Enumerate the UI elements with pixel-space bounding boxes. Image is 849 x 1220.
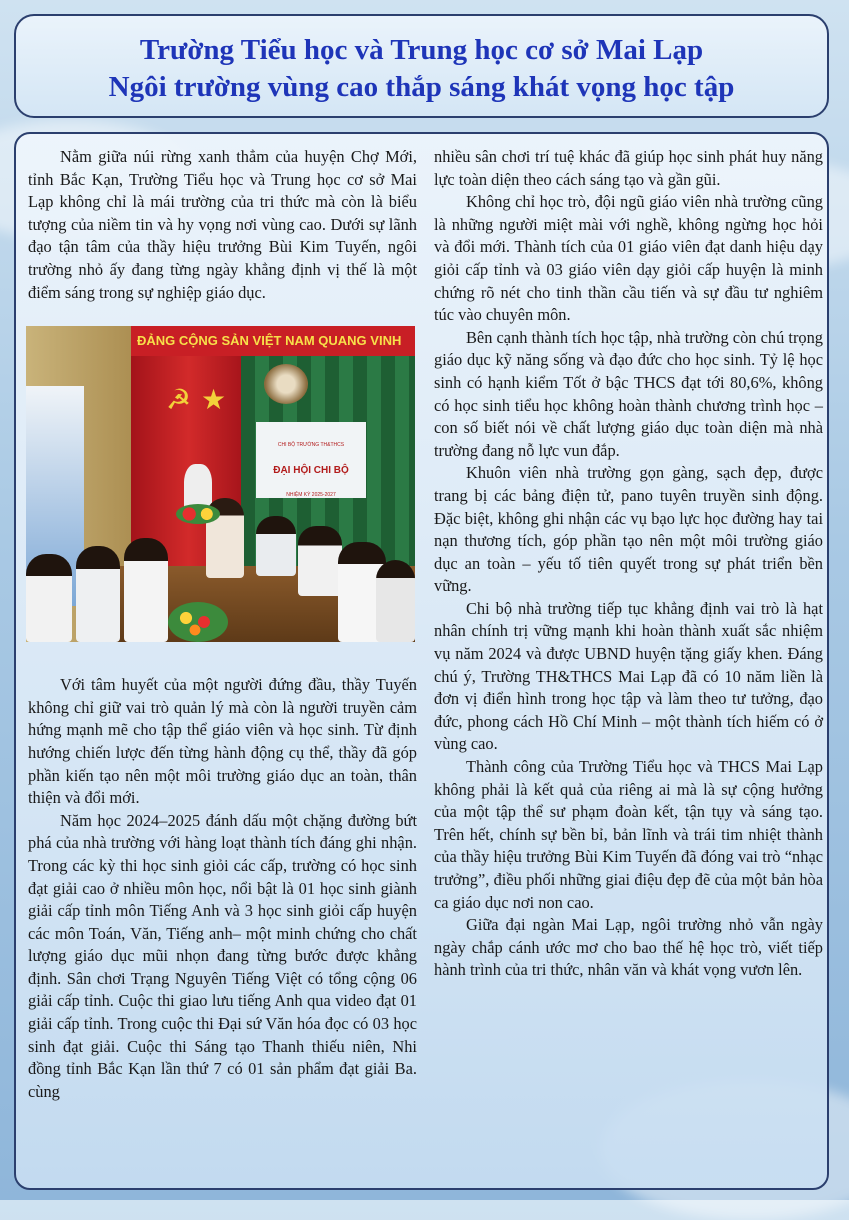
paragraph: Nằm giữa núi rừng xanh thẳm của huyện Chợ Mới, tỉnh Bắc Kạn, Trường Tiểu học và Trung học cơ sở Mai Lạp không chỉ là mái trường của tri thức mà còn là biểu tượng của niềm tin và hy vọng nơi vùng cao. Dưới sự lãnh đạo tận tâm của thầy hiệu trưởng Bùi Kim Tuyến, ngôi trường nhỏ ấy đang từng ngày khẳng định vị thế là một điểm sáng trong sự nghiệp giáo dục. <box>28 147 417 302</box>
article-body <box>14 132 829 1190</box>
screen-line: NHIỆM KỲ 2025-2027 <box>286 492 336 499</box>
photo-person <box>298 526 342 596</box>
article-column-left <box>28 146 417 1103</box>
photo-person <box>124 538 168 642</box>
photo-person <box>256 516 296 576</box>
paragraph: Không chỉ học trò, đội ngũ giáo viên nhà trường cũng là những người miệt mài với nghề, không ngừng học hỏi và đổi mới. Thành tích của 01 giáo viên đạt danh hiệu dạy giỏi cấp tỉnh và 03 giáo viên dạy giỏi cấp huyện là minh chứng rõ nét cho tinh thần cầu tiến và sự đầu tư nghiêm túc vào chuyên môn. <box>434 192 823 325</box>
paragraph-continuation: nhiều sân chơi trí tuệ khác đã giúp học sinh phát huy năng lực toàn diện theo cách sáng tạo và gần gũi. <box>434 147 823 189</box>
photo-flowers <box>168 602 228 642</box>
photo-person <box>26 554 72 642</box>
paragraph: Giữa đại ngàn Mai Lạp, ngôi trường nhỏ vẫn ngày ngày chắp cánh ước mơ cho bao thế hệ học trò, viết tiếp hành trình của tri thức, nhân văn và khát vọng vươn lên. <box>434 915 823 980</box>
screen-line: ĐẠI HỘI CHI BỘ <box>273 464 349 476</box>
screen-line: CHI BỘ TRƯỜNG TH&THCS <box>277 442 345 449</box>
photo-person <box>376 560 415 642</box>
photo-party-emblem: ☭ <box>166 385 192 417</box>
meeting-photo <box>26 326 415 642</box>
paragraph: Năm học 2024–2025 đánh dấu một chặng đường bứt phá của nhà trường với hàng loạt thành tích đáng ghi nhận. Trong các kỳ thi học sinh giỏi các cấp, trường có học sinh đạt giải cao ở nhiều môn học, nổi bật là 01 học sinh giành giải cấp tỉnh môn Tiếng Anh và 3 học sinh giỏi cấp huyện các môn Toán, Văn, Tiếng anh– một minh chứng cho chất lượng giáo dục mũi nhọn đang từng bước được khẳng định. Sân chơi Trạng Nguyên Tiếng Việt có tổng cộng 06 giải cấp tỉnh. Cuộc thi giao lưu tiếng Anh qua video đạt 01 giải cấp tỉnh. Trong cuộc thi Đại sứ Văn hóa đọc có 03 học sinh đạt giải. Cuộc thi Sáng tạo Thanh thiếu niên, Nhi đồng tỉnh Bắc Kạn lần thứ 7 có 01 sản phẩm đạt giải Ba. cùng <box>28 810 417 1101</box>
photo-star: ★ <box>201 385 227 417</box>
photo-person <box>76 546 120 642</box>
page-title: Trường Tiểu học và Trung học cơ sở Mai Lạp <box>139 34 704 66</box>
banner-text: ĐẢNG CỘNG SẢN VIỆT NAM QUANG VINH <box>137 333 402 349</box>
paragraph: Chi bộ nhà trường tiếp tục khẳng định vai trò là hạt nhân chính trị vững mạnh khi hoàn thành xuất sắc nhiệm vụ năm 2024 và được UBND huyện tặng giấy khen. Đáng chú ý, Trường TH&THCS Mai Lạp đã có 10 năm liền là đơn vị điển hình trong học tập và làm theo tư tưởng, đạo đức, phong cách Hồ Chí Minh – một thành tích hiếm có ở vùng cao. <box>434 598 823 754</box>
paragraph: Khuôn viên nhà trường gọn gàng, sạch đẹp, được trang bị các bảng điện tử, pano tuyên truyền sinh động. Đặc biệt, không ghi nhận các vụ bạo lực học đường hay tai nạn thương tích, góp phần tạo nên một môi trường giáo dục an toàn – yếu tố tiên quyết trong sự phát triển bền vững. <box>434 463 823 596</box>
article-column-right <box>434 146 823 982</box>
paragraph: Với tâm huyết của một người đứng đầu, thầy Tuyến không chỉ giữ vai trò quản lý mà còn là người truyền cảm hứng mạnh mẽ cho tập thể giáo viên và học sinh. Từ định hướng chiến lược đến từng hành động cụ thể, thầy đã góp phần kiến tạo nên một môi trường giáo dục an toàn, thân thiện và đổi mới. <box>28 675 417 808</box>
page-subtitle: Ngôi trường vùng cao thắp sáng khát vọng học tập <box>108 71 735 103</box>
paragraph: Thành công của Trường Tiểu học và THCS Mai Lạp không phải là kết quả của riêng ai mà là sự cộng hưởng của một tập thể sư phạm đoàn kết, tận tụy và sáng tạo. Trên hết, chính sự bền bỉ, bản lĩnh và trái tim nhiệt thành của thầy hiệu trưởng Bùi Kim Tuyến đã đóng vai trò “nhạc trưởng”, điều phối những giai điệu đẹp đẽ của một bản hòa ca giáo dục nơi non cao. <box>434 757 823 912</box>
title-banner <box>14 14 829 118</box>
photo-screen <box>256 422 366 498</box>
photo-banner <box>131 326 415 356</box>
photo-portrait <box>264 364 308 404</box>
paragraph: Bên cạnh thành tích học tập, nhà trường còn chú trọng giáo dục kỹ năng sống và đạo đức cho học sinh. Tỷ lệ học sinh có hạnh kiểm Tốt ở bậc THCS đạt tới 80,6%, không có học sinh tiểu học không hoàn thành chương trình học – con số biết nói về chất lượng giáo dục toàn diện mà nhà trường đang nỗ lực vun đắp. <box>434 327 823 460</box>
